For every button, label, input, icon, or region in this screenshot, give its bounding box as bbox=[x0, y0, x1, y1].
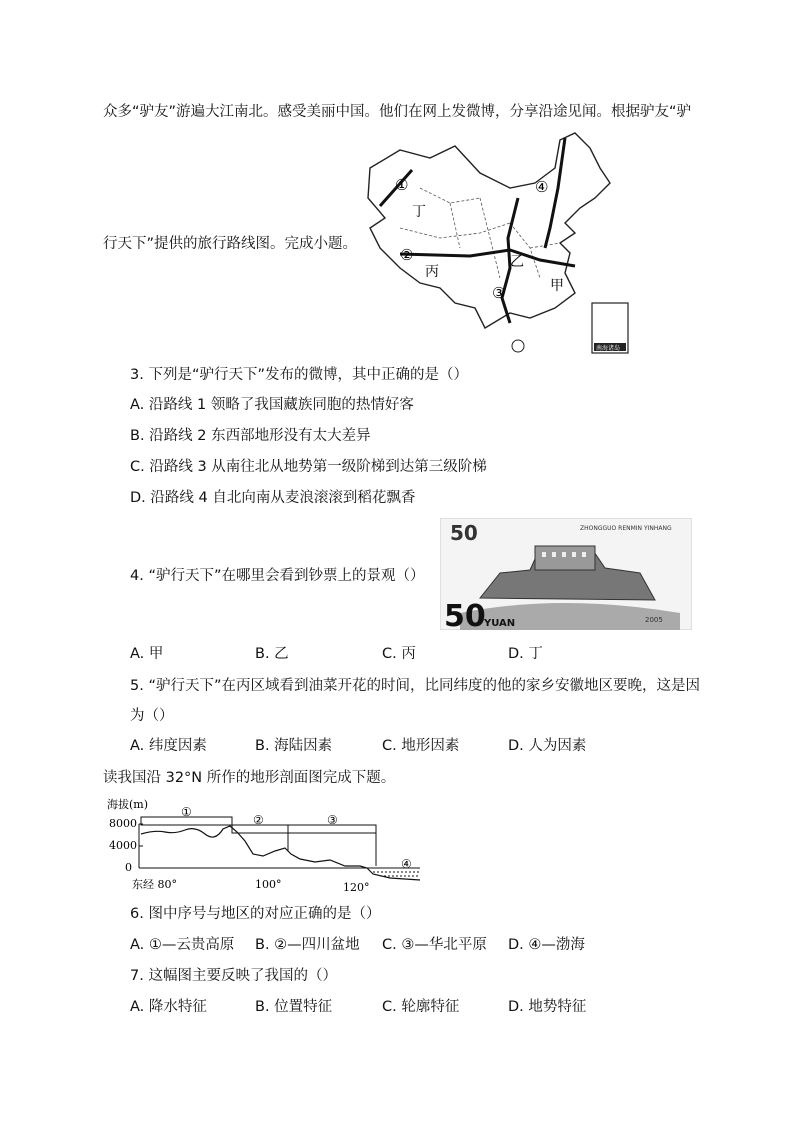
route-1-label: ① bbox=[395, 176, 409, 194]
q7-option-d[interactable]: D. 地势特征 bbox=[508, 999, 587, 1015]
banknote-bank-name: ZHONGGUO RENMIN YINHANG bbox=[580, 525, 672, 532]
region-jia: 甲 bbox=[550, 278, 564, 294]
q3-option-d[interactable]: D. 沿路线 4 自北向南从麦浪滚滚到稻花飘香 bbox=[130, 490, 416, 506]
china-route-map bbox=[360, 128, 632, 358]
profile-ytick-8000: 8000 bbox=[109, 817, 137, 830]
q5-stem-line-1: 5. “驴行天下”在丙区域看到油菜开花的时间，比同纬度的他的家乡安徽地区要晚，这是因 bbox=[130, 678, 700, 694]
banknote-image bbox=[440, 518, 692, 630]
q4-option-a[interactable]: A. 甲 bbox=[130, 646, 164, 662]
province-borders bbox=[400, 188, 560, 278]
terrain-profile-32n bbox=[105, 796, 425, 892]
profile-ylabel: 海拔(m) bbox=[107, 798, 149, 811]
q5-option-d[interactable]: D. 人为因素 bbox=[508, 738, 587, 754]
south-sea-inset-label: 南海诸岛 bbox=[596, 345, 621, 352]
q6-option-c[interactable]: C. ③—华北平原 bbox=[382, 937, 487, 953]
q7-option-b[interactable]: B. 位置特征 bbox=[255, 999, 333, 1015]
route-4-label: ④ bbox=[535, 178, 549, 196]
profile-ytick-0: 0 bbox=[125, 861, 132, 874]
section-2-intro: 读我国沿 32°N 所作的地形剖面图完成下题。 bbox=[103, 770, 396, 786]
q4-option-d[interactable]: D. 丁 bbox=[508, 646, 543, 662]
route-3-label: ③ bbox=[492, 284, 506, 302]
q7-option-a[interactable]: A. 降水特征 bbox=[130, 999, 207, 1015]
q3-option-a[interactable]: A. 沿路线 1 领略了我国藏族同胞的热情好客 bbox=[130, 397, 414, 413]
region-1-label: ① bbox=[181, 805, 192, 819]
q5-option-a[interactable]: A. 纬度因素 bbox=[130, 738, 207, 754]
q5-option-b[interactable]: B. 海陆因素 bbox=[255, 738, 333, 754]
profile-xtick-80: 东经 80° bbox=[132, 878, 177, 891]
region-bing: 丙 bbox=[425, 264, 439, 280]
banknote-year: 2005 bbox=[645, 616, 663, 624]
q4-stem: 4. “驴行天下”在哪里会看到钞票上的景观（） bbox=[130, 568, 425, 584]
q3-stem: 3. 下列是“驴行天下”发布的微博，其中正确的是（） bbox=[130, 367, 468, 383]
q4-option-b[interactable]: B. 乙 bbox=[255, 646, 289, 662]
q6-stem: 6. 图中序号与地区的对应正确的是（） bbox=[130, 906, 381, 922]
q6-option-b[interactable]: B. ②—四川盆地 bbox=[255, 937, 360, 953]
profile-xtick-120: 120° bbox=[343, 881, 370, 892]
profile-xtick-100: 100° bbox=[255, 878, 282, 891]
region-3-label: ③ bbox=[327, 813, 338, 827]
q3-option-c[interactable]: C. 沿路线 3 从南往北从地势第一级阶梯到达第三级阶梯 bbox=[130, 459, 487, 475]
intro-line-1: 众多“驴友”游遍大江南北。感受美丽中国。他们在网上发微博，分享沿途见闻。根据驴友“驴 bbox=[103, 104, 692, 120]
q4-option-c[interactable]: C. 丙 bbox=[382, 646, 416, 662]
q6-option-a[interactable]: A. ①—云贵高原 bbox=[130, 937, 235, 953]
q3-option-b[interactable]: B. 沿路线 2 东西部地形没有太大差异 bbox=[130, 428, 371, 444]
region-yi: 乙 bbox=[510, 254, 524, 270]
region-2-label: ② bbox=[253, 813, 264, 827]
q5-stem-line-2: 为（） bbox=[130, 708, 174, 724]
hainan-island bbox=[512, 340, 524, 352]
q6-option-d[interactable]: D. ④—渤海 bbox=[508, 937, 585, 953]
china-outline bbox=[368, 133, 610, 328]
banknote-corner-value: 50 bbox=[450, 521, 478, 545]
banknote-big-value: 50 bbox=[444, 599, 486, 630]
region-4-label: ④ bbox=[401, 857, 412, 871]
q7-stem: 7. 这幅图主要反映了我国的（） bbox=[130, 968, 337, 984]
banknote-yuan: YUAN bbox=[484, 618, 516, 629]
region-ding: 丁 bbox=[412, 204, 426, 220]
profile-ytick-4000: 4000 bbox=[109, 839, 137, 852]
q7-option-c[interactable]: C. 轮廓特征 bbox=[382, 999, 460, 1015]
q5-option-c[interactable]: C. 地形因素 bbox=[382, 738, 460, 754]
intro-line-2: 行天下”提供的旅行路线图。完成小题。 bbox=[103, 236, 358, 252]
route-2-label: ② bbox=[400, 246, 414, 264]
